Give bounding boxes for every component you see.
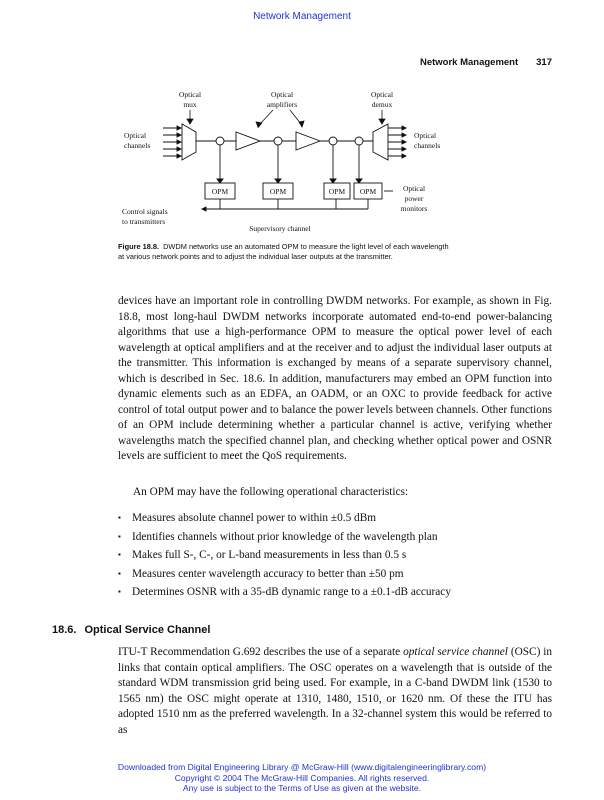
- bullet-icon: ▪: [118, 513, 121, 522]
- running-title: Network Management: [419, 57, 519, 68]
- bullet-icon: ▪: [118, 587, 121, 596]
- optical-amplifier-shape-1: [236, 132, 260, 150]
- optical-amplifier-shape-2: [296, 132, 320, 150]
- list-item: [118, 547, 558, 566]
- optical-mux-shape: [182, 124, 196, 160]
- footer: [0, 762, 604, 794]
- figure-caption-text: DWDM networks use an automated OPM to measure the light level of each wavelength at various network points and to adjust the individual laser outputs at the transmitter.: [118, 242, 449, 261]
- bullet-icon: ▪: [118, 568, 121, 578]
- section-paragraph: [118, 645, 552, 738]
- list-item: [118, 529, 558, 548]
- label-optical-demux-line2: demux: [371, 100, 393, 109]
- list-item-text: Determines OSNR with a 35-dB dynamic range to a ±0.1-dB accuracy: [132, 586, 451, 598]
- label-optical-amplifiers-line2: amplifiers: [266, 100, 298, 109]
- footer-terms-link[interactable]: Any use is subject to the Terms of Use as given at the website.: [182, 783, 422, 793]
- running-head: [420, 57, 552, 68]
- list-item-text: Identifies channels without prior knowledge of the wavelength plan: [132, 530, 438, 543]
- label-power-monitors-line2: power: [404, 194, 424, 203]
- page-number: 317: [536, 57, 552, 68]
- section-text-rest: (OSC) in links that contain optical amplifiers. The OSC operates on a wavelength that is outside of the standard WDM transmission grid being used. For example, in a C-band DWDM link (1530 to 1565 nm) the OSC might operate at 1310, 1480, 1510, or 1620 nm. Of these the ITU has adopted 1510 nm as the preferred wavelength. In a 32-channel system this would be referred to as: [118, 646, 552, 736]
- label-optical-channels-right-line2: channels: [414, 141, 441, 150]
- opm-characteristics-list: [118, 510, 558, 603]
- footer-copyright: Copyright © 2004 The McGraw-Hill Companies. All rights reserved.: [174, 772, 430, 783]
- list-item: [118, 510, 558, 529]
- label-power-monitors-line3: monitors: [400, 204, 428, 213]
- section-heading: [52, 624, 210, 636]
- section-text-start: ITU-T Recommendation G.692 describes the use of a separate: [118, 646, 404, 658]
- bullet-icon: ▪: [118, 531, 121, 541]
- label-control-signals-line2: to transmitters: [122, 217, 166, 226]
- figure-caption-label: Figure 18.8.: [118, 242, 160, 251]
- list-item-text: Measures center wavelength accuracy to better than ±50 pm: [132, 567, 404, 580]
- list-item-text: Makes full S-, C-, or L-band measurements in less than 0.5 s: [132, 549, 407, 561]
- label-power-monitors-line1: Optical: [402, 184, 426, 193]
- dwdm-diagram: [118, 88, 448, 238]
- label-control-signals-line1: Control signals: [122, 207, 168, 216]
- opm-characteristics-intro: An OPM may have the following operational characteristics:: [133, 486, 409, 498]
- label-optical-channels-right-line1: Optical: [414, 131, 437, 140]
- label-optical-demux-line1: Optical: [370, 90, 394, 99]
- optical-demux-shape: [373, 124, 388, 160]
- label-supervisory-channel: Supervisory channel: [249, 224, 311, 233]
- opm-label-4: OPM: [359, 187, 377, 196]
- list-item: [118, 584, 558, 603]
- bullet-icon: ▪: [118, 550, 121, 559]
- top-banner-link[interactable]: Network Management: [253, 11, 351, 22]
- figure-dwdm-opm-diagram: [118, 88, 448, 238]
- label-optical-channels-left-line1: Optical: [124, 131, 147, 140]
- label-optical-channels-left-line2: channels: [124, 141, 151, 150]
- opm-label-1: OPM: [211, 187, 229, 196]
- list-item: [118, 566, 558, 585]
- label-optical-mux-line1: Optical: [178, 90, 202, 99]
- label-optical-amplifiers-line1: Optical: [270, 90, 294, 99]
- body-paragraph: devices have an important role in controlling DWDM networks. For example, as shown in Fig. 18.8, most long-haul DWDM networks incorporate automated end-to-end power-balancing algorithms that use a high-performance OPM to measure the optical power level of each wavelength at optical amplifiers and at the receiver and to adjust the individual laser outputs at the transmitter. This information is exchanged by means of a separate supervisory channel, which is described in Sec. 18.6. In addition, manufacturers may embed an OPM function into dynamic elements such as an EDFA, an OADM, or an OXC to provide feedback for active control of total output power and to balance the power levels between channels. Other functions of an OPM include determining whether a particular channel is active, verifying whether wavelengths match the specified channel plan, and checking whether optical power and OSNR levels are sufficient to meet the QoS requirements.: [118, 295, 552, 462]
- section-number: 18.6.: [52, 624, 77, 636]
- opm-label-2: OPM: [269, 187, 287, 196]
- footer-download-link[interactable]: Downloaded from Digital Engineering Library @ McGraw-Hill (www.digitalengineeringlibrary.com): [117, 762, 487, 772]
- section-title: Optical Service Channel: [84, 624, 211, 636]
- optical-path: [163, 124, 406, 211]
- label-pointer-arrows: [187, 110, 385, 128]
- opm-label-3: OPM: [328, 187, 346, 196]
- label-optical-mux-line2: mux: [183, 100, 197, 109]
- section-text-italic: optical service channel: [403, 646, 508, 658]
- figure-caption: [118, 242, 450, 261]
- list-item-text: Measures absolute channel power to within ±0.5 dBm: [132, 512, 377, 524]
